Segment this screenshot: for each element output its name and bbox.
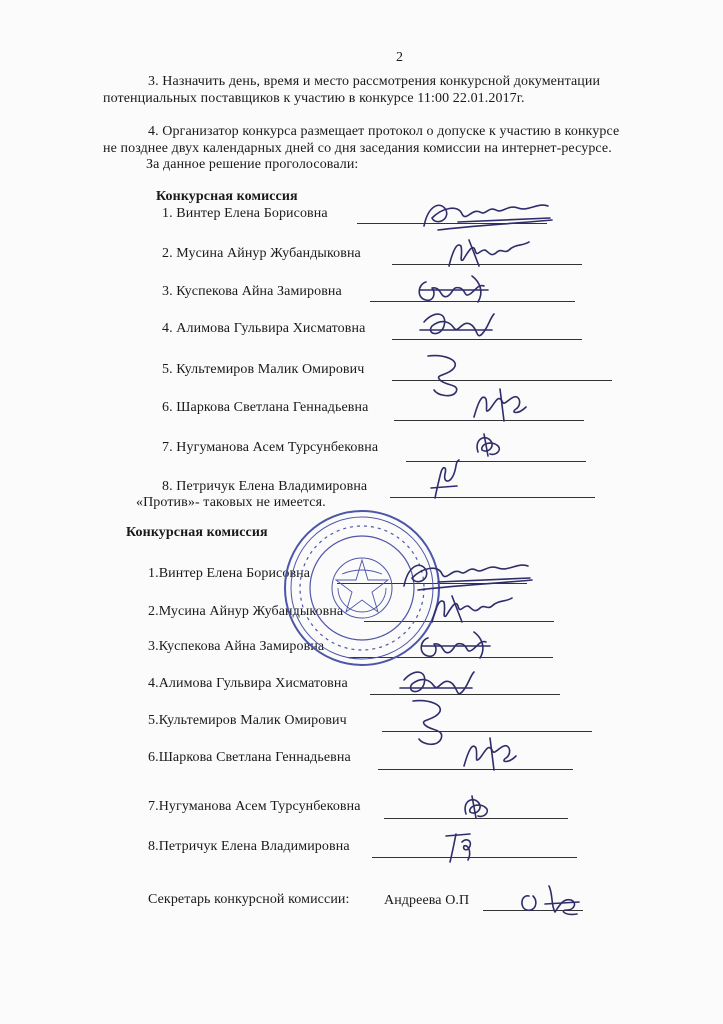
member-row: 5. Культемиров Малик Омирович — [162, 362, 365, 377]
paragraph-4-line-1: 4. Организатор конкурса размещает протокол о допуске к участию в конкурсе — [148, 124, 620, 139]
signature-petrichuk-2 — [440, 828, 480, 868]
member-row: 3.Куспекова Айна Замировна — [148, 639, 325, 654]
signature-kultemirov-2 — [405, 695, 465, 751]
signature-petrichuk — [425, 458, 465, 506]
member-row: 4.Алимова Гульвира Хисматовна — [148, 676, 348, 691]
signature-kuspekova — [412, 272, 502, 308]
member-row: 2. Мусина Айнур Жубандыковна — [162, 246, 361, 261]
secretary-label: Секретарь конкурсной комиссии: — [148, 892, 350, 907]
member-row: 6. Шаркова Светлана Геннадьевна — [162, 400, 369, 415]
signature-kuspekova-2 — [414, 628, 504, 664]
member-row: 7.Нугуманова Асем Турсунбековна — [148, 799, 361, 814]
signature-sharkova — [470, 385, 530, 425]
signature-andreeva — [515, 880, 585, 920]
member-row: 4. Алимова Гульвира Хисматовна — [162, 321, 366, 336]
commission-heading-1: Конкурсная комиссия — [156, 189, 298, 204]
paragraph-3-line-1: 3. Назначить день, время и место рассмотрения конкурсной документации — [148, 74, 601, 89]
paragraph-4-line-2: не позднее двух календарных дней со дня заседания комиссии на интернет-ресурсе. — [103, 141, 612, 156]
member-row: 6.Шаркова Светлана Геннадьевна — [148, 750, 351, 765]
against-line: «Против»- таковых не имеется. — [136, 495, 326, 510]
member-row: 8. Петричук Елена Владимировна — [162, 479, 368, 494]
signature-musina — [445, 236, 535, 272]
page-number: 2 — [396, 50, 403, 65]
member-row: 1. Винтер Елена Борисовна — [162, 206, 328, 221]
member-row: 3. Куспекова Айна Замировна — [162, 284, 342, 299]
signature-vinter-2 — [398, 556, 538, 596]
voted-line: За данное решение проголосовали: — [146, 157, 359, 172]
member-row: 7. Нугуманова Асем Турсунбековна — [162, 440, 379, 455]
signature-vinter — [418, 196, 558, 236]
signature-sharkova-2 — [460, 734, 520, 774]
secretary-name: Андреева О.П — [384, 893, 470, 908]
signature-alimova — [418, 306, 498, 346]
signature-nugumanova-2 — [458, 792, 492, 822]
member-row: 5.Культемиров Малик Омирович — [148, 713, 347, 728]
member-row: 2.Мусина Айнур Жубандыковна — [148, 604, 344, 619]
signature-nugumanova — [470, 430, 504, 460]
signature-musina-2 — [428, 592, 518, 628]
member-row: 1.Винтер Елена Борисовна — [148, 566, 311, 581]
signature-line — [390, 497, 595, 498]
member-row: 8.Петричук Елена Владимировна — [148, 839, 350, 854]
paragraph-3-line-2: потенциальных поставщиков к участию в конкурсе 11:00 22.01.2017г. — [103, 91, 525, 106]
commission-heading-2: Конкурсная комиссия — [126, 525, 268, 540]
